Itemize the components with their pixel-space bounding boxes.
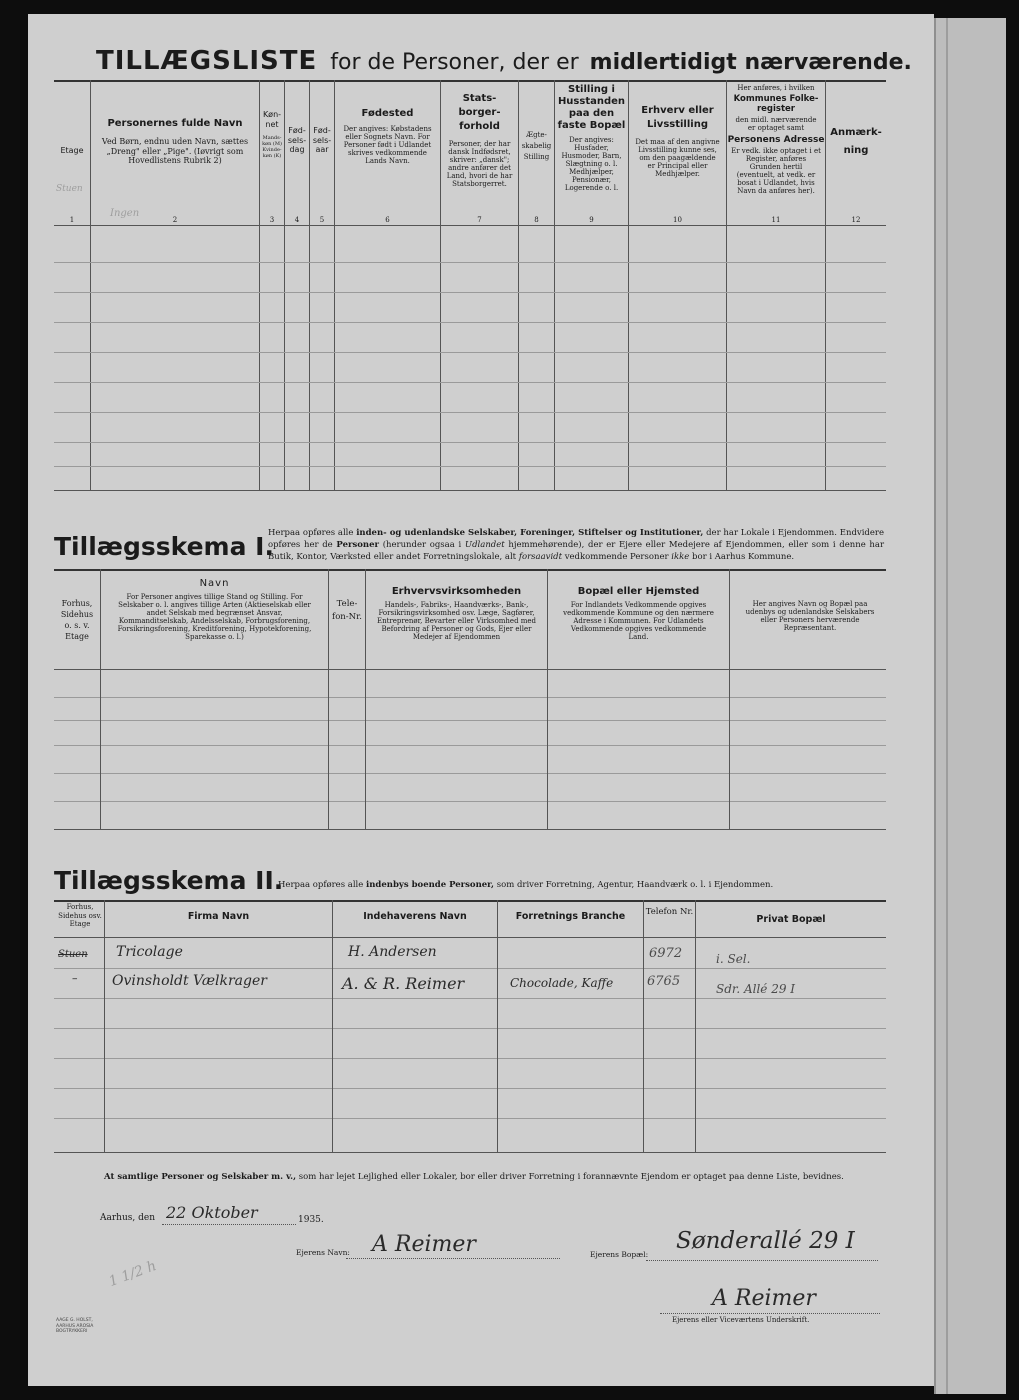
owner-name-handwritten: A Reimer [372,1232,476,1257]
printer-imprint: AAGE G. HOLST, AARHUS AROSIA BOGTRYKKERI [56,1318,94,1334]
s2-row2-firm: Ovinsholdt Vælkrager [112,973,267,989]
declaration: At samtlige Personer og Selskaber m. v., som har lejet Lejlighed eller Lokaler, bor eller driver Forretning i forannævnte Ejendom er optaget paa denne Liste, bevidnes. [104,1172,844,1182]
col-occupation: Erhverv eller Livsstilling Det maa af den angivne Livsstilling kunne ses, om den paagældende er Principal eller Medhjælper. 10 [635,105,720,224]
schedule-2-title: Tillægsskema II. [54,866,284,895]
col-remarks: Anmærk-ning 12 [830,127,882,224]
page-fold-line [946,18,948,1394]
year: 1935. [298,1215,324,1225]
s2-col-owner: Indehaverens Navn [363,911,467,922]
s2-row2-residence: Sdr. Allé 29 I [716,982,796,996]
s2-row2-branch: Chocolade, Kaffe [510,976,614,990]
page-title [96,46,912,76]
s2-row1-telefon: 6972 [649,946,683,961]
owner-residence-label: Ejerens Bopæl: [590,1250,649,1259]
list-faint-name: Ingen [110,208,140,219]
s2-col-telefon: Telefon Nr. [645,907,694,917]
s2-row2-etage: – [72,972,78,985]
title-bold-end: midlertidigt nærværende. [589,50,912,75]
schedule-1-instructions: Herpaa opføres alle inden- og udenlandske Selskaber, Foreninger, Stiftelser og Institutioner, der har Lokale i Ejendommen. Endvidere opføres her de Personer (herunder ogsaa i Udlandet hjemmehørende), der er Ejere eller Medejere af Ejendommen, eller som i denne har Butik, Kontor, Værksted eller andet Forretningslokale, alt forsaavidt vedkommende Personer ikke bor i Aarhus Kommune. [268,528,885,562]
s1-col-name: Navn For Personer angives tillige Stand og Stilling. For Selskaber o. l. angives tillige Arten (Aktieselskab eller andet Selskab med begrænset Ansvar, Kommanditselskab, Andelsselskab, Forbrugsforening, Forsikringsforening, Kreditforening, Hypotekforening, Sparekasse o. l.) [117,578,312,641]
s2-row1-owner: H. Andersen [348,944,437,960]
s1-col-telefon: Tele-fon-Nr. [332,599,362,622]
title-bold: TILLÆGSLISTE [96,46,318,76]
schedule-1-title: Tillægsskema I. [54,532,274,561]
col-household-position: Stilling i Husstanden paa den faste Bopæl Der angives: Husfader, Husmoder, Barn, Slægtning o. l. Medhjælper, Pensionær, Logerende o. l. 9 [557,84,626,224]
s2-row1-etage: Stuen [58,949,88,960]
col-birth-year: Fød-sels-aar 5 [312,126,332,224]
s2-row1-firm: Tricolage [116,944,183,960]
col-person-address: Her anføres, i hvilken Kommunes Folke-register den midl. nærværende er optaget samt Personens Adresse Er vedk. ikke optaget i et Register, anføres Grunden hertil (eventuelt, at vedk. er bosat i Udlandet, hvis Navn da anføres her). 11 [727,84,825,224]
s1-col-residence: Bopæl eller Hjemsted For Indlandets Vedkommende opgives vedkommende Kommune og den nærmere Adresse i Kommunen. For Udlandets Vedkommende opgives vedkommende Land. [563,586,714,641]
place-label: Aarhus, den [100,1213,155,1223]
list-faint-etage: Stuen [56,184,83,194]
s2-col-firm: Firma Navn [187,911,250,922]
s2-row1-residence: i. Sel. [716,952,751,966]
s2-col-branch: Forretnings Branche [515,911,626,922]
col-birthplace: Fødested Der angives: Købstadens eller Sognets Navn. For Personer født i Udlandet skrives vedkommende Lands Navn. 6 [343,108,432,224]
s2-col-private-residence: Privat Bopæl [756,914,826,925]
s1-col-representative: Her angives Navn og Bopæl paa udenbys og udenlandske Selskabers eller Personers herværende Repræsentant. [745,600,875,632]
owner-residence-handwritten: Sønderallé 29 I [676,1228,855,1254]
col-citizenship: Stats-borger-forhold Personer, der har dansk Indfødsret, skriver: „dansk"; andre anfører det Land, hvori de har Statsborgerret. 7 [446,93,513,224]
owner-name-label: Ejerens Navn: [296,1248,350,1257]
signature-handwritten: A Reimer [712,1286,816,1311]
col-marital-status: Ægte-skabelig Stilling 8 [521,131,552,224]
col-gender: Køn-net Mands-køn (M) Kvinde-køn (K) 3 [262,110,282,224]
s1-col-etage: Forhus, Sidehus o. s. v. Etage [60,599,94,641]
s2-col-etage: Forhus, Sidehus osv. Etage [58,903,102,928]
s2-row2-telefon: 6765 [647,974,681,989]
s2-row2-owner: A. & R. Reimer [342,974,465,993]
title-middle: for de Personer, der er [330,50,579,75]
col-etage: Etage 1 [60,146,84,224]
col-full-name: Personernes fulde Navn Ved Børn, endnu uden Navn, sættes „Dreng" eller „Pige". (Iøvrigt som Hovedlistens Rubrik 2) 2 [101,118,249,224]
schedule-2-instructions: Herpaa opføres alle indenbys boende Personer, som driver Forretning, Agentur, Haandværk o. l. i Ejendommen. [278,880,774,890]
adjacent-page-edge [934,18,1006,1394]
signature-label: Ejerens eller Viceværtens Underskrift. [672,1316,810,1324]
col-birth-day: Fød-sels-dag 4 [287,126,307,224]
pencil-note: 1 1/2 h [106,1258,159,1290]
date-handwritten: 22 Oktober [166,1203,258,1222]
s1-col-business: Erhvervsvirksomheden Handels-, Fabriks-, Haandværks-, Bank-, Forsikringsvirksomhed osv. Læge, Sagfører, Entreprenør, Bevarter eller Virksomhed med Befordring af Personer og Gods, Ejer eller Medejer af Ejendommen [376,586,537,641]
